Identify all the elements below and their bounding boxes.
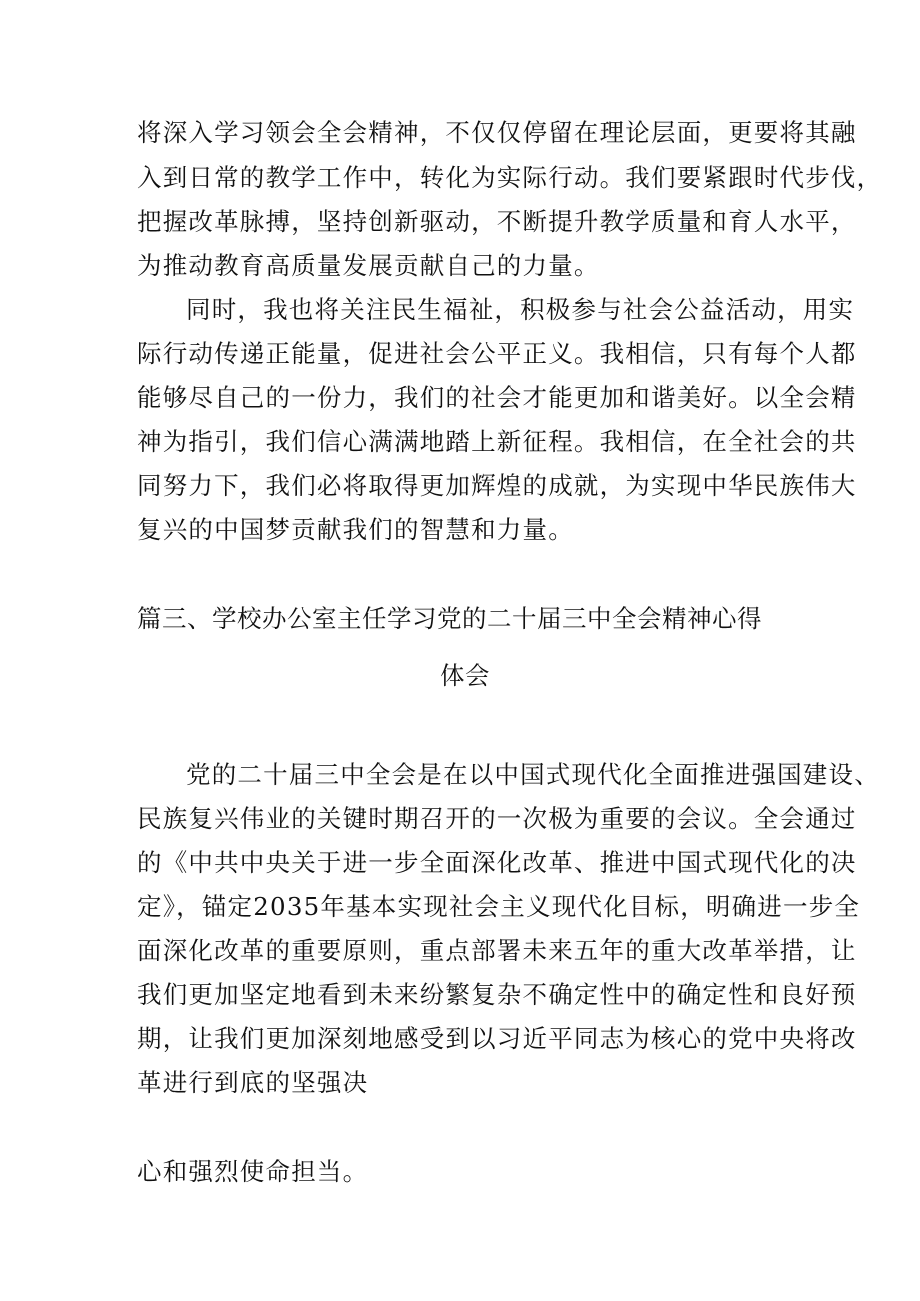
paragraph-1-line-3: 把握改革脉搏，坚持创新驱动，不断提升教学质量和育人水平， xyxy=(137,207,857,236)
paragraph-3-line-7: 期，让我们更加深刻地感受到以习近平同志为核心的党中央将改 xyxy=(137,1024,857,1053)
paragraph-2-line-4: 神为指引，我们信心满满地踏上新征程。我相信，在全社会的共 xyxy=(137,427,857,456)
paragraph-1-line-4: 为推动教育高质量发展贡献自己的力量。 xyxy=(137,251,600,280)
paragraph-3-line-4: 定》，锚定2035年基本实现社会主义现代化目标，明确进一步全 xyxy=(137,892,861,921)
paragraph-2-line-6: 复兴的中国梦贡献我们的智慧和力量。 xyxy=(137,515,574,544)
paragraph-4-line-1: 心和强烈使命担当。 xyxy=(137,1157,369,1186)
paragraph-3-line-6: 我们更加坚定地看到未来纷繁复杂不确定性中的确定性和良好预 xyxy=(137,980,857,1009)
paragraph-2-line-1: 同时，我也将关注民生福祉，积极参与社会公益活动，用实 xyxy=(186,295,855,324)
paragraph-2-line-2: 际行动传递正能量，促进社会公平正义。我相信，只有每个人都 xyxy=(137,339,857,368)
paragraph-3-line-8: 革进行到底的坚强决 xyxy=(137,1068,369,1097)
paragraph-2-line-5: 同努力下，我们必将取得更加辉煌的成就，为实现中华民族伟大 xyxy=(137,471,857,500)
paragraph-2-line-3: 能够尽自己的一份力，我们的社会才能更加和谐美好。以全会精 xyxy=(137,383,857,412)
paragraph-1-line-2: 入到日常的教学工作中，转化为实际行动。我们要紧跟时代步伐， xyxy=(137,163,883,192)
section-heading-line-1: 篇三、学校办公室主任学习党的二十届三中全会精神心得 xyxy=(137,604,762,633)
paragraph-1-line-1: 将深入学习领会全会精神，不仅仅停留在理论层面，更要将其融 xyxy=(137,118,857,147)
paragraph-3-line-2: 民族复兴伟业的关键时期召开的一次极为重要的会议。全会通过 xyxy=(137,804,857,833)
paragraph-3-line-3: 的《中共中央关于进一步全面深化改革、推进中国式现代化的决 xyxy=(137,848,857,877)
section-heading-line-2: 体会 xyxy=(440,661,490,690)
paragraph-3-line-1: 党的二十届三中全会是在以中国式现代化全面推进强国建设、 xyxy=(186,760,880,789)
paragraph-3-line-5: 面深化改革的重要原则，重点部署未来五年的重大改革举措，让 xyxy=(137,936,857,965)
